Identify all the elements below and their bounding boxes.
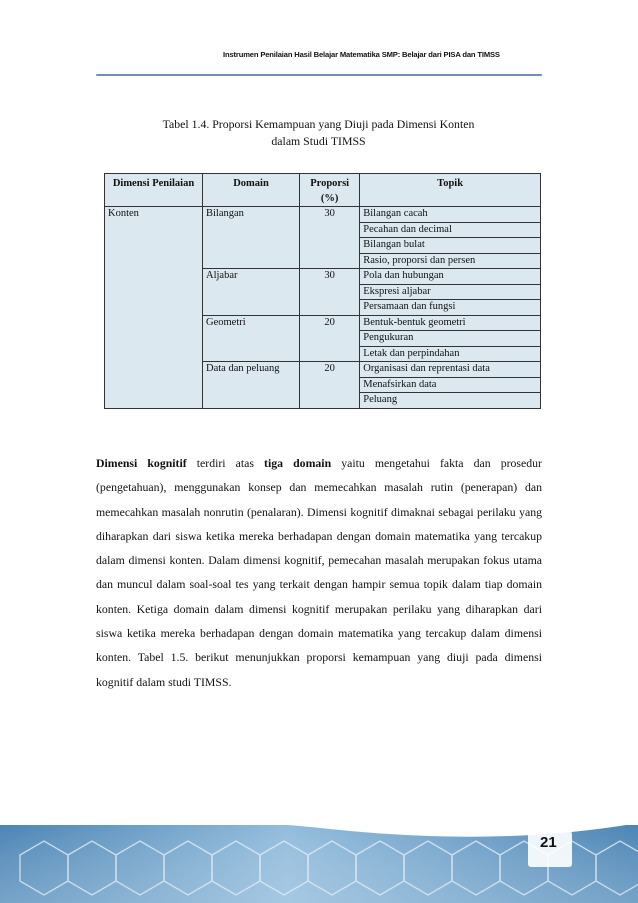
table-caption xyxy=(100,116,537,150)
cell-topik: Rasio, proporsi dan persen xyxy=(360,253,541,269)
cell-domain: Bilangan xyxy=(203,207,300,269)
cell-topik: Pengukuran xyxy=(360,331,541,347)
cell-topik: Ekspresi aljabar xyxy=(360,284,541,300)
header-topik: Topik xyxy=(360,174,541,207)
cell-topik: Bentuk-bentuk geometri xyxy=(360,315,541,331)
table-body xyxy=(105,207,541,409)
cell-topik: Peluang xyxy=(360,393,541,409)
table-row xyxy=(105,207,541,223)
cell-proporsi: 20 xyxy=(300,315,360,362)
cell-proporsi: 30 xyxy=(300,269,360,316)
term-dimensi-kognitif: Dimensi kognitif xyxy=(96,456,187,470)
cell-topik: Menafsirkan data xyxy=(360,377,541,393)
cell-topik: Persamaan dan fungsi xyxy=(360,300,541,316)
body-paragraph xyxy=(96,451,542,694)
content-dimension-table xyxy=(104,173,541,409)
cell-topik: Pecahan dan decimal xyxy=(360,222,541,238)
paragraph-text-2: yaitu mengetahui fakta dan prosedur (pengetahuan), menggunakan konsep dan memecahkan masalah rutin (penerapan) dan memecahkan masalah nonrutin (penalaran). Dimensi kognitif dimaknai sebagai perilaku yang diharapkan dari siswa ketika mereka berhadapan dengan domain matematika yang tercakup dalam dimensi konten. Dalam dimensi kognitif, pemecahan masalah merupakan fokus utama dan muncul dalam soal-soal tes yang terkait dengan hampir semua topik dalam tiap domain konten. Ketiga domain dalam dimensi kognitif merupakan perilaku yang diharapkan dari siswa ketika mereka berhadapan dengan domain matematika yang tercakup dalam dimensi konten. Tabel 1.5. berikut menunjukkan proporsi kemampuan yang diuji pada dimensi kognitif dalam studi TIMSS. xyxy=(96,456,542,689)
cell-proporsi: 30 xyxy=(300,207,360,269)
running-title: Instrumen Penilaian Hasil Belajar Matematika SMP: Belajar dari PISA dan TIMSS xyxy=(223,50,500,59)
cell-dimensi: Konten xyxy=(105,207,203,409)
cell-topik: Letak dan perpindahan xyxy=(360,346,541,362)
cell-topik: Bilangan cacah xyxy=(360,207,541,223)
cell-proporsi: 20 xyxy=(300,362,360,409)
cell-domain: Data dan peluang xyxy=(203,362,300,409)
page-number: 21 xyxy=(540,834,557,851)
term-tiga-domain: tiga domain xyxy=(264,456,332,470)
header-divider xyxy=(96,74,542,76)
caption-line-2: dalam Studi TIMSS xyxy=(271,134,366,148)
table-header-row xyxy=(105,174,541,207)
header-proporsi: Proporsi (%) xyxy=(300,174,360,207)
cell-topik: Pola dan hubungan xyxy=(360,269,541,285)
header-domain: Domain xyxy=(203,174,300,207)
paragraph-text-1: terdiri atas xyxy=(186,456,265,470)
cell-domain: Geometri xyxy=(203,315,300,362)
cell-domain: Aljabar xyxy=(203,269,300,316)
footer-decoration xyxy=(0,815,638,903)
caption-line-1: Tabel 1.4. Proporsi Kemampuan yang Diuji pada Dimensi Konten xyxy=(162,117,475,131)
cell-topik: Organisasi dan reprentasi data xyxy=(360,362,541,378)
cell-topik: Bilangan bulat xyxy=(360,238,541,254)
header-dimensi: Dimensi Penilaian xyxy=(105,174,203,207)
